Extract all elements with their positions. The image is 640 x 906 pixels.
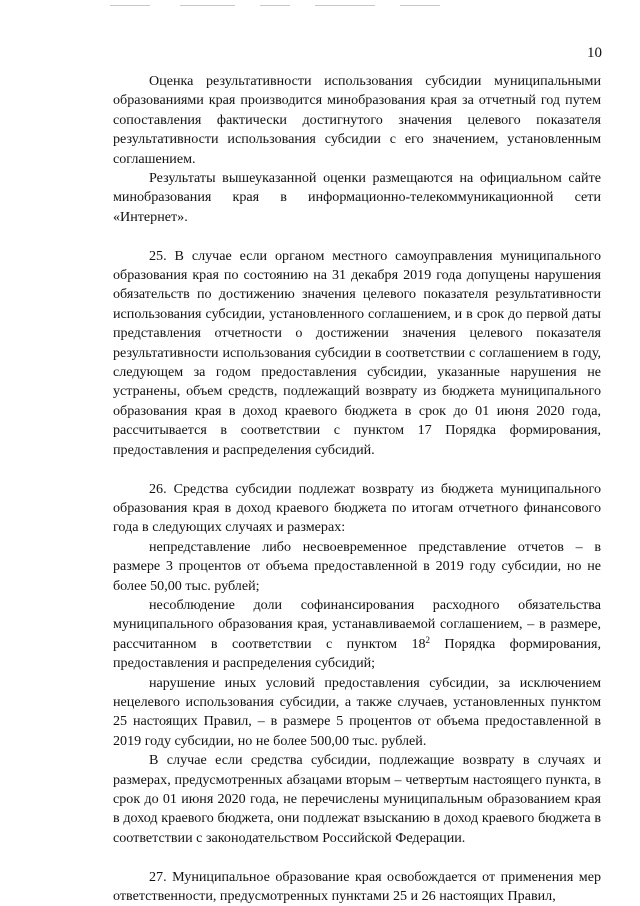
paragraph-item-26-recovery: В случае если средства субсидии, подлежащие возврату в случаях и размерах, предусмотренных абзацами вторым – четвертым настоящего пункта, в срок до 01 июня 2020 года, не перечислены муниципальным образованием края в доход краевого бюджета, они подлежат взысканию в доход краевого бюджета в соответствии с законодательством Российской Федерации. — [113, 752, 601, 846]
paragraph-item-27: 27. Муниципальное образование края освобождается от применения мер ответственности, предусмотренных пунктами 25 и 26 настоящих Правил, — [113, 868, 601, 905]
page-number: 10 — [587, 45, 602, 61]
scan-artifact-lines — [110, 3, 530, 9]
paragraph-item-26: 26. Средства субсидии подлежат возврату из бюджета муниципального образования края в доход краевого бюджета по итогам отчетного финансового года в следующих случаях и размерах: — [113, 480, 601, 536]
paragraph-results-published: Результаты вышеуказанной оценки размещаются на официальном сайте минобразования края в информационно-телекоммуникационной сети «Интернет». — [113, 170, 601, 225]
superscript-footnote: 2 — [425, 634, 431, 645]
document-body — [113, 72, 601, 906]
paragraph-item-26-reports: непредставление либо несвоевременное представление отчетов – в размере 3 процентов от объема предоставленной в 2019 году субсидии, но не более 50,00 тыс. рублей; — [113, 538, 601, 594]
paragraph-item-25: 25. В случае если органом местного самоуправления муниципального образования края по состоянию на 31 декабря 2019 года допущены нарушения обязательств по достижению значения целевого показателя результативности использования субсидии, установленного соглашением, и в срок до первой даты представления отчетности о достижении значения целевого показателя результативности использования субсидии в соответствии с соглашением в году, следующем за годом предоставления субсидии, указанные нарушения не устранены, объем средств, подлежащий возврату из бюджета муниципального образования края в доход краевого бюджета в срок до 01 июня 2020 года, рассчитывается в соответствии с пунктом 17 Порядка формирования, предоставления и распределения субсидий. — [113, 247, 601, 458]
paragraph-item-26-other-violations: нарушение иных условий предоставления субсидии, за исключением нецелевого использования субсидии, а также случаев, установленных пунктом 25 настоящих Правил, – в размере 5 процентов от объема предоставленной в 2019 году субсидии, но не более 500,00 тыс. рублей. — [113, 674, 601, 749]
paragraph-evaluation: Оценка результативности использования субсидии муниципальными образованиями края производится минобразования края за отчетный год путем сопоставления фактически достигнутого значения целевого показателя результативности использования субсидии с его значением, установленным соглашением. — [113, 73, 601, 167]
paragraph-item-26-cofinancing: несоблюдение доли софинансирования расходного обязательства муниципального образования края, устанавливаемой соглашением, – в размере, рассчитанном в соответствии с пунктом $18^2$ Порядка формирования, предоставления и распределения субсидий; — [113, 596, 602, 672]
